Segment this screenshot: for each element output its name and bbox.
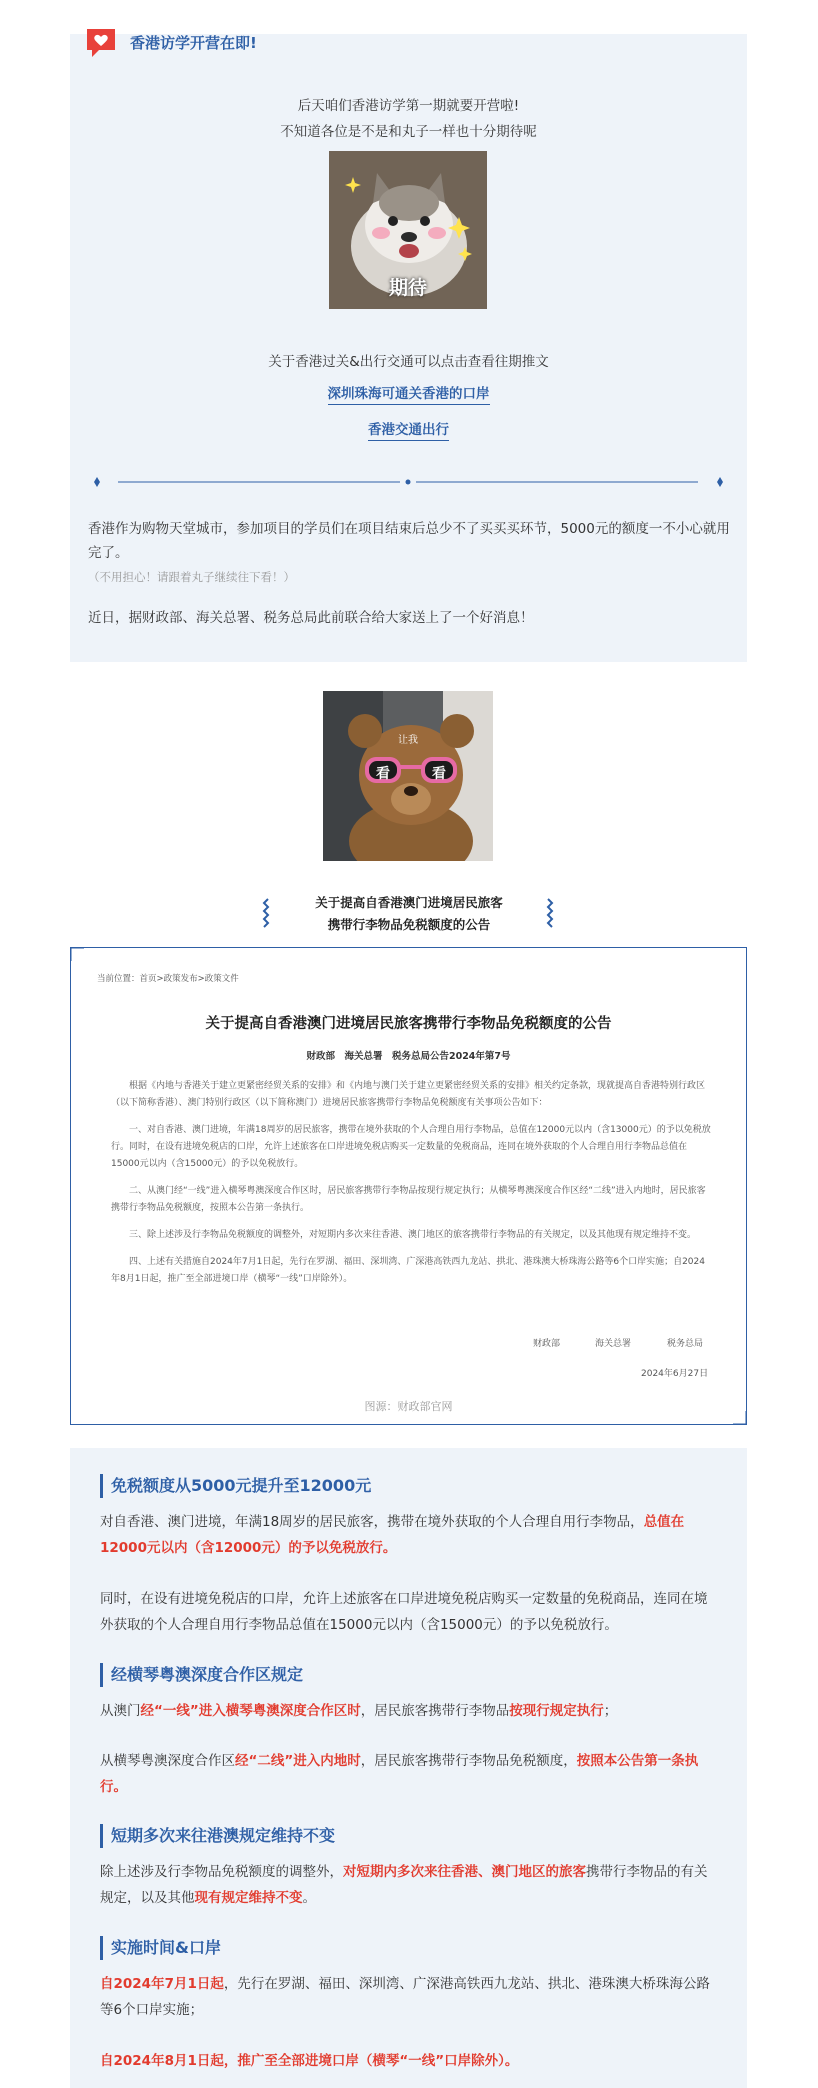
notice-screenshot — [70, 947, 747, 1425]
section-title-2: 经横琴粤澳深度合作区规定 — [100, 1663, 303, 1687]
s2-a-red: 经“一线”进入横琴粤澳深度合作区时 — [140, 1703, 361, 1719]
s4-b-red: 自2024年8月1日起，推广至全部进境口岸（横琴“一线”口岸除外）。 — [100, 2053, 519, 2069]
s2-b1: 从横琴粤澳深度合作区 — [100, 1753, 235, 1769]
section-title-3: 短期多次来往港澳规定维持不变 — [100, 1824, 335, 1848]
section-2-para-b — [100, 1748, 717, 1800]
s3-a-red2: 现有规定维持不变 — [194, 1890, 303, 1906]
s3-a2: 携带行李物品的有关规定，以及其他 — [100, 1864, 708, 1906]
section-1-para-a — [100, 1509, 717, 1561]
section-title-4: 实施时间&口岸 — [100, 1936, 221, 1960]
heart-speech-icon — [84, 26, 118, 58]
link-hk-transport[interactable] — [70, 418, 747, 438]
meme-bear-left: 看 — [376, 766, 390, 782]
shopping-paragraph — [88, 517, 733, 589]
s1-a: 对自香港、澳门进境，年满18周岁的居民旅客，携带在境外获取的个人合理自用行李物品， — [100, 1514, 644, 1530]
s2-b-red2: 按照本公告第一条执行。 — [100, 1753, 699, 1795]
section-title-1: 免税额度从5000元提升至12000元 — [100, 1474, 371, 1498]
s4-a-red: 自2024年7月1日起 — [100, 1976, 224, 1992]
s2-b2: ，居民旅客携带行李物品免税额度， — [360, 1753, 577, 1769]
section-3-para — [100, 1859, 717, 1911]
section-1-para-b: 同时，在设有进境免税店的口岸，允许上述旅客在口岸进境免税店购买一定数量的免税商品，连同在境外获取的个人合理自用行李物品总值在15000元以内（含15000元）的予以免税放行。 — [100, 1591, 708, 1633]
s4-a2: ，先行在罗湖、福田、深圳湾、广深港高铁西九龙站、拱北、港珠澳大桥珠海公路等6个口岸实施； — [100, 1976, 710, 2018]
s2-a3: ； — [603, 1703, 618, 1719]
shopping-note: （不用担心！请跟着丸子继续往下看！） — [88, 570, 295, 584]
notice-signer-1: 财政部 — [533, 1339, 561, 1349]
notice-body — [111, 1078, 711, 1288]
intro-line-2: 不知道各位是不是和丸子一样也十分期待呢 — [280, 124, 537, 140]
link-hk-transport-text[interactable]: 香港交通出行 — [368, 422, 449, 441]
notice-source: 图源：财政部官网 — [364, 1400, 453, 1413]
meme-bear-image — [323, 691, 493, 861]
meme-caption: 期待 — [388, 277, 427, 299]
header-title: 香港访学开营在即! — [130, 33, 257, 52]
notice-p3: 三、除上述涉及行李物品免税额度的调整外，对短期内多次来往香港、澳门地区的旅客携带行李物品的有关规定，以及其他现有规定维持不变。 — [129, 1230, 697, 1240]
s3-a1: 除上述涉及行李物品免税额度的调整外， — [100, 1864, 343, 1880]
notice-p4: 四、上述有关措施自2024年7月1日起，先行在罗湖、福田、深圳湾、广深港高铁西九龙站、拱北、港珠澳大桥珠海公路等6个口岸实施；自2024年8月1日起，推广至全部进境口岸（横琴“一线”口岸除外）。 — [111, 1257, 705, 1284]
notice-p1: 一、对自香港、澳门进境，年满18周岁的居民旅客，携带在境外获取的个人合理自用行李物品，总值在12000元以内（含13000元）的予以免税放行。同时，在设有进境免税店的口岸，允许上述旅客在口岸进境免税店购买一定数量的免税商品，连同在境外获取的个人合理自用行李物品总值在15000元以内（含15000元）的予以免税放行。 — [111, 1125, 711, 1169]
meme-bear-top: 让我 — [398, 735, 418, 746]
section-header — [84, 34, 257, 58]
s3-a3: 。 — [302, 1890, 316, 1906]
s2-b-red: 经“二线”进入内地时 — [235, 1753, 361, 1769]
s2-a1: 从澳门 — [100, 1703, 141, 1719]
meme-bear-right: 看 — [432, 766, 446, 782]
notice-p0: 根据《内地与香港关于建立更紧密经贸关系的安排》和《内地与澳门关于建立更紧密经贸关系的安排》相关约定条款，现就提高自香港特别行政区（以下简称香港）、澳门特别行政区（以下简称澳门）进境居民旅客携带行李物品免税额度有关事项公告如下： — [111, 1081, 706, 1108]
notice-title: 关于提高自香港澳门进境居民旅客携带行李物品免税额度的公告 — [205, 1016, 612, 1032]
notice-breadcrumb: 当前位置：首页>政策发布>政策文件 — [97, 974, 239, 984]
doc-title-line-2: 携带行李物品免税额度的公告 — [327, 917, 491, 932]
details-panel — [70, 1448, 747, 2088]
section-4-para-a — [100, 1971, 717, 2023]
s1-a-red: 总值在12000元以内（含12000元）的予以免税放行。 — [100, 1514, 685, 1556]
notice-issuer: 财政部 海关总署 税务总局公告2024年第7号 — [306, 1051, 511, 1062]
shopping-text: 香港作为购物天堂城市，参加项目的学员们在项目结束后总少不了买买买环节，5000元的额度一不小心就用完了。 — [88, 521, 730, 561]
section-2-para-a — [100, 1698, 717, 1724]
good-news-paragraph: 近日，据财政部、海关总署、税务总局此前联合给大家送上了一个好消息！ — [88, 610, 534, 626]
section-4-para-b — [100, 2048, 717, 2074]
doc-title-line-1: 关于提高自香港澳门进境居民旅客 — [315, 895, 503, 910]
s2-a-red2: 按现行规定执行 — [509, 1703, 604, 1719]
s3-a-red: 对短期内多次来往香港、澳门地区的旅客 — [343, 1864, 586, 1880]
notice-date: 2024年6月27日 — [641, 1369, 709, 1379]
intro-panel — [70, 34, 747, 662]
s2-a2: ，居民旅客携带行李物品 — [360, 1703, 510, 1719]
notice-signer-2: 海关总署 — [595, 1339, 632, 1349]
notice-signer-3: 税务总局 — [667, 1339, 704, 1349]
intro-line-3: 关于香港过关&出行交通可以点击查看往期推文 — [268, 354, 549, 370]
link-shenzhen-zhuhai-ports-text[interactable]: 深圳珠海可通关香港的口岸 — [328, 386, 490, 405]
intro-line-1: 后天咱们香港访学第一期就要开营啦! — [297, 98, 520, 114]
meme-dog-image — [329, 151, 487, 309]
ornamental-divider — [92, 472, 725, 482]
link-shenzhen-zhuhai-ports[interactable] — [70, 382, 747, 402]
notice-p2: 二、从澳门经“一线”进入横琴粤澳深度合作区时，居民旅客携带行李物品按现行规定执行；从横琴粤澳深度合作区经“二线”进入内地时，居民旅客携带行李物品免税额度，按照本公告第一条执行。 — [111, 1186, 706, 1213]
